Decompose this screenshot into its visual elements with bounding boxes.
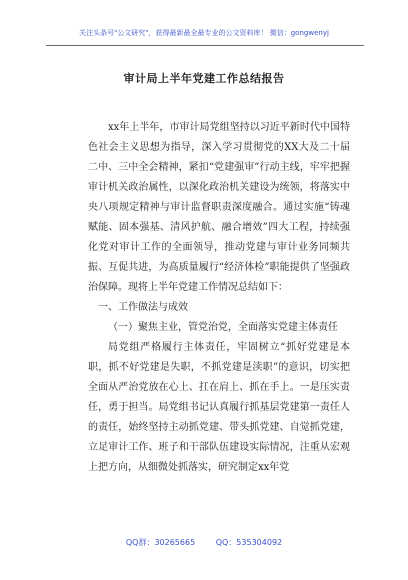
header-banner: 关注头条号"公文研究"，获得最新最全最专业的公文资料库！ 微信：gongwenyj — [79, 29, 329, 37]
document-body — [88, 118, 350, 478]
footer-qq-group: QQ群：30265665 — [125, 538, 196, 547]
subsection-heading: （一）聚焦主业，管党治党，全面落实党建主体责任 — [108, 322, 338, 333]
intro-paragraph: xx年上半年，市审计局党组坚持以习近平新时代中国特色社会主义思想为指导，深入学习贯彻党的XX大及二十届二中、三中全会精神，紧扣“党建强审”行动主线，牢牢把握审计机关政治属性，以深化政治机关建设为统领，将落实中央八项规定精神与审计监督职责深度融合。通过实施“铸魂赋能、固本强基、清风护航、融合增效”四大工程，持续强化党对审计工作的全面领导，推动党建与审计业务同频共振、互促共进，为高质量履行“经济体检”职能提供了坚强政治保障。现将上半年党建工作情况总结如下： — [88, 122, 350, 293]
section-heading: 一、工作做法与成效 — [98, 302, 188, 313]
document-title: 审计局上半年党建工作总结报告 — [123, 72, 285, 85]
body-paragraph: 局党组严格履行主体责任，牢固树立“抓好党建是本职，抓不好党建是失职，不抓党建是渎职”的意识，切实把全面从严治党放在心上、扛在肩上、抓在手上。一是压实责任，勇于担当。局党组书记认真履行抓基层党建第一责任人的责任，始终坚持主动抓党建、带头抓党建、自觉抓党建，立足审计工作、班子和干部队伍建设实际情况，注重从宏观上把方向，从细微处抓落实，研究制定xx年党 — [88, 342, 350, 473]
footer-contact — [0, 537, 408, 548]
footer-qq-number: QQ：535304092 — [215, 538, 283, 547]
header-divider — [46, 45, 364, 46]
